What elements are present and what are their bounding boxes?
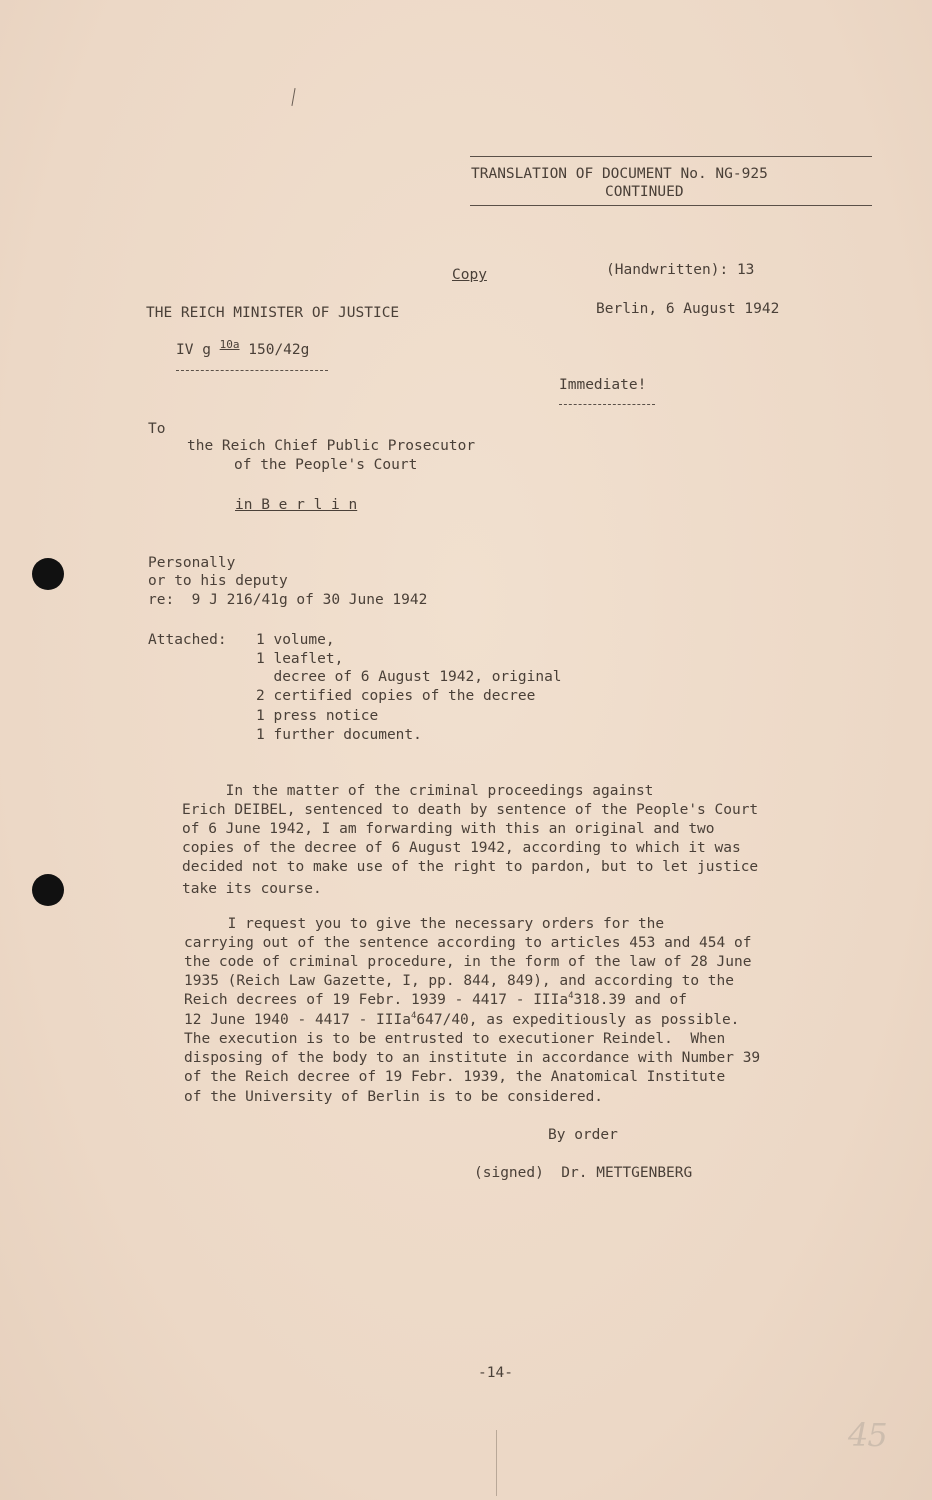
recipient-line1: the Reich Chief Public Prosecutor xyxy=(187,438,476,454)
decree-ref-2: 12 June 1940 - 4417 - IIIa xyxy=(184,1012,411,1028)
paragraph-2-line xyxy=(184,1011,739,1030)
attached-item: decree of 6 August 1942, original xyxy=(256,669,562,685)
by-order: By order xyxy=(548,1127,618,1143)
recipient-city: in B e r l i n xyxy=(235,497,358,513)
attached-item: 1 press notice xyxy=(256,708,379,724)
paragraph-2-line: the code of criminal procedure, in the form of the law of 28 June xyxy=(184,954,752,970)
attached-item: 1 leaflet, xyxy=(256,651,344,667)
paper-crease xyxy=(496,1430,497,1496)
paragraph-2-line: disposing of the body to an institute in accordance with Number 39 xyxy=(184,1050,761,1066)
decree-ref-2-sup: 4 xyxy=(410,1011,417,1022)
file-ref-sup: 10a xyxy=(219,338,240,352)
document-title-continued: CONTINUED xyxy=(605,184,684,200)
paragraph-1-line: Erich DEIBEL, sentenced to death by sentence of the People's Court xyxy=(182,802,759,818)
decree-ref-1-tail: 318.39 and of xyxy=(573,992,688,1008)
archive-number: 45 xyxy=(848,1416,887,1454)
file-ref-prefix: IV g xyxy=(176,342,211,358)
paragraph-1-line: decided not to make use of the right to pardon, but to let justice xyxy=(182,859,759,875)
priority-underline xyxy=(559,404,655,405)
priority: Immediate! xyxy=(559,377,647,393)
paragraph-2-line: The execution is to be entrusted to executioner Reindel. When xyxy=(184,1031,726,1047)
decree-ref-2-tail: 647/40, as expeditiously as possible. xyxy=(416,1012,740,1028)
stray-mark xyxy=(291,88,295,106)
decree-ref-1: Reich decrees of 19 Febr. 1939 - 4417 - IIIa xyxy=(184,992,569,1008)
signature-line: (signed) Dr. METTGENBERG xyxy=(474,1165,693,1181)
file-reference xyxy=(176,338,310,360)
document-title: TRANSLATION OF DOCUMENT No. NG-925 xyxy=(471,166,768,182)
paragraph-2-line: of the Reich decree of 19 Febr. 1939, the Anatomical Institute xyxy=(184,1069,726,1085)
paragraph-2-line: I request you to give the necessary orders for the xyxy=(184,916,665,932)
place-date: Berlin, 6 August 1942 xyxy=(596,301,780,317)
page-number: -14- xyxy=(478,1365,513,1381)
header-rule-top xyxy=(470,156,872,157)
sender: THE REICH MINISTER OF JUSTICE xyxy=(146,305,400,321)
attached-label: Attached: xyxy=(148,632,227,648)
personal-reference: re: 9 J 216/41g of 30 June 1942 xyxy=(148,592,428,608)
punch-hole-bottom xyxy=(32,874,64,906)
paragraph-1-line: In the matter of the criminal proceedings against xyxy=(182,783,654,799)
personal-line2: or to his deputy xyxy=(148,573,288,589)
handwritten-reference: (Handwritten): 13 xyxy=(606,262,755,278)
recipient-to: To xyxy=(148,421,166,437)
decree-ref-1-sup: 4 xyxy=(568,991,574,1002)
copy-label: Copy xyxy=(452,267,487,283)
punch-hole-top xyxy=(32,558,64,590)
paragraph-2-line: of the University of Berlin is to be considered. xyxy=(184,1089,604,1105)
attached-item: 1 volume, xyxy=(256,632,335,648)
file-ref-suffix: 150/42g xyxy=(248,342,310,358)
recipient-line2: of the People's Court xyxy=(234,457,418,473)
paragraph-2-line: carrying out of the sentence according to articles 453 and 454 of xyxy=(184,935,752,951)
paragraph-1-line: copies of the decree of 6 August 1942, according to which it was xyxy=(182,840,741,856)
paragraph-1-line: take its course. xyxy=(182,881,322,897)
paragraph-1-line: of 6 June 1942, I am forwarding with this an original and two xyxy=(182,821,715,837)
attached-item: 1 further document. xyxy=(256,727,422,743)
paragraph-2-line xyxy=(184,991,687,1010)
header-rule-bottom xyxy=(470,205,872,206)
personal-line1: Personally xyxy=(148,555,236,571)
file-ref-underline xyxy=(176,370,328,371)
paragraph-2-line: 1935 (Reich Law Gazette, I, pp. 844, 849), and according to the xyxy=(184,973,734,989)
attached-item: 2 certified copies of the decree xyxy=(256,688,536,704)
